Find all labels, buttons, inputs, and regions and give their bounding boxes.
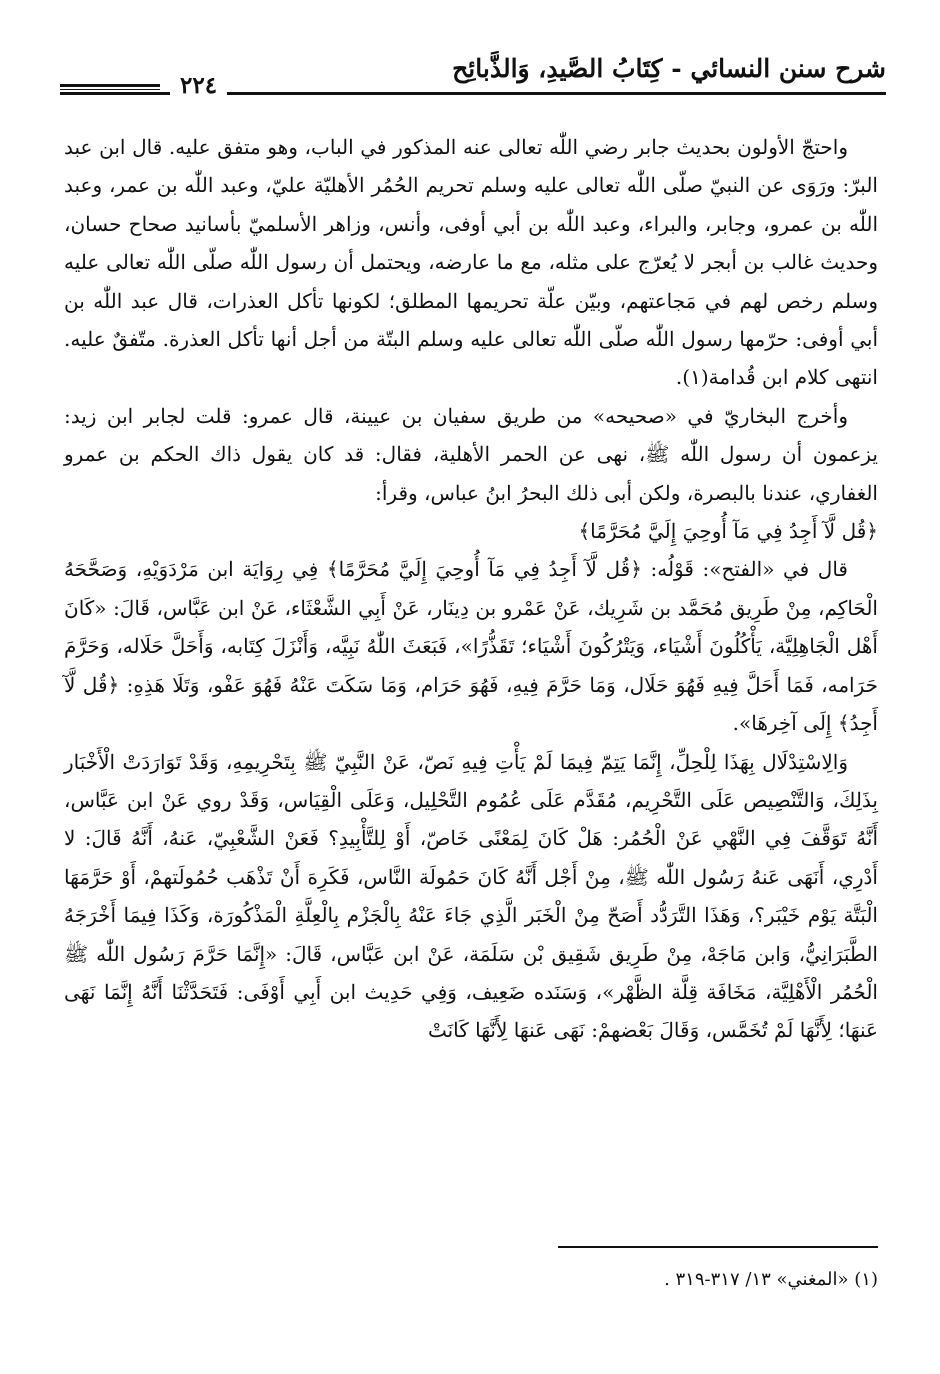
running-title: شرح سنن النسائي - كِتَابُ الصَّيدِ، وَالذَّبائِح	[452, 54, 886, 83]
paragraph: وأخرج البخاريّ في «صحيحه» من طريق سفيان بن عيينة، قال عمرو: قلت لجابر ابن زيد: يزعمون أن رسول اللّٰه ﷺ، نهى عن الحمر الأهلية، فقال: قد كان يقول ذاك الحكم بن عمرو الغفاري، عندنا بالبصرة، ولكن أبى ذلك البحرُ ابنُ عباس، وقرأ:	[64, 403, 878, 505]
paragraph: واحتجّ الأولون بحديث جابر رضي اللّٰه تعالى عنه المذكور في الباب، وهو متفق عليه. قال ابن عبد البرّ: ورَوَى عن النبيّ صلّى اللّٰه تعالى عليه وسلم تحريم الحُمُر الأهليّة عليّ، وعبد اللّٰه بن عمر، وعبد اللّٰه بن عمرو، وجابر، والبراء، وعبد اللّٰه بن أبي أوفى، وأنس، وزاهر الأسلميّ بأسانيد صحاح حسان، وحديث غالب بن أبجر لا يُعرّج على مثله، مع ما عارضه، ويحتمل أن رسول اللّٰه صلّى اللّٰه تعالى عليه وسلم رخص لهم في مَجاعتهم، وبيّن علّة تحريمها المطلق؛ لكونها تأكل العذرات، قال عبد اللّٰه بن أبي أوفى: حرّمها رسول اللّٰه صلّى اللّٰه تعالى عليه وسلم البتّة من أجل أنها تأكل العذرة. متّفقٌ عليه. انتهى كلام ابن قُدامة(١).	[64, 135, 878, 390]
header-rule-double	[60, 84, 160, 90]
page-header	[60, 48, 886, 100]
footnote-separator	[558, 1246, 878, 1248]
paragraph: وَالِاسْتِدْلَال بِهَذَا لِلْحِلِّ، إِنَّمَا يَتِمّ فِيمَا لَمْ يَأْتِ فِيهِ نَصّ، عَنْ النَّبِيّ ﷺ بِتَحْرِيمِهِ، وَقَدْ تَوَارَدَتْ الْأَخْبَار بِذَلِكَ، وَالتَّنْصِيص عَلَى التَّحْرِيم، مُقَدَّم عَلَى عُمُوم التَّحْلِيل، وَعَلَى الْقِيَاس، وَقَدْ روي عَنْ ابن عَبَّاس، أَنَّهُ تَوَقَّفَ فِي النَّهْي عَنْ الْحُمُر: هَلْ كَانَ لِمَعْنًى خَاصّ، أَوْ لِلتَّأْبِيدِ؟ فَعَنْ الشَّعْبِيّ، عَنهُ، أَنَّهُ قَالَ: لا أَدْرِي، أَنَهَى عَنهُ رَسُول اللّٰه ﷺ، مِنْ أَجْل أَنَّهُ كَانَ حَمُولَة النَّاس، فَكَرِهَ أَنْ تَذْهَب حُمُولَتهمْ، أَوْ حَرَّمَهَا الْبَتَّة يَوْم خَيْبَر؟، وَهَذَا التَّرَدُّد أَصَحّ مِنْ الْخَبَر الَّذِي جَاءَ عَنْهُ بِالْجَزْم بِالْعِلَّةِ الْمَذْكُورَة، وَكَذَا فِيمَا أَخْرَجَهُ الطَّبَرَانِيُّ، وَابن مَاجَهْ، مِنْ طَرِيق شَقِيق بْن سَلَمَة، عَنْ ابن عَبَّاس، قَالَ: «إِنَّمَا حَرَّمَ رَسُول اللّٰه ﷺ الْحُمُر الْأَهْلِيَّة، مَخَافَة قِلَّة الظَّهْر»، وَسَنَده ضَعِيف، وَفِي حَدِيث ابن أَبِي أَوْفَى: فَتَحَدَّثْنَا أَنَّهُ إِنَّمَا نَهَى عَنهَا؛ لِأَنَّهَا لَمْ تُخَمَّس، وَقَالَ بَعْضهمْ: نَهَى عَنهَا لِأَنَّهَا كَانَتْ	[64, 749, 878, 1043]
page-number: ٢٢٤	[170, 72, 227, 99]
paragraph: قال في «الفتح»: قَوْلُه: ﴿قُل لَّآ أَجِدُ فِي مَآ أُوحِيَ إِلَيَّ مُحَرَّمًا﴾ فِي رِوَايَة ابن مَرْدَوَيْهِ، وَصَحَّحَهُ الْحَاكِم، مِنْ طَرِيق مُحَمَّد بن شَرِيك، عَنْ عَمْرو بن دِينَار، عَنْ أَبِي الشَّعْثَاء، عَنْ ابن عَبَّاس، قَالَ: «كَانَ أَهْل الْجَاهِلِيَّة، يَأْكُلُونَ أَشْيَاء، وَيَتْرُكُونَ أَشْيَاء؛ تَقَذُّرًا»، فَبَعَثَ اللّٰهُ نَبِيَّه، وَأَنْزَلَ كِتَابه، وَأَحَلَّ حَلَاله، وَحَرَّمَ حَرَامه، فَمَا أَحَلَّ فِيهِ فَهُوَ حَلَال، وَمَا حَرَّمَ فِيهِ، فَهُوَ حَرَام، وَمَا سَكَتَ عَنْهُ فَهُوَ عَفْو، وَتَلَا هَذِهِ: ﴿قُل لَّآ أَجِدُ﴾ إِلَى آخِرهَا».	[64, 557, 878, 736]
main-text	[64, 128, 878, 1050]
quran-verse: ﴿قُل لَّآ أَجِدُ فِي مَآ أُوحِيَ إِلَيَّ مُحَرَّمًا﴾	[578, 519, 878, 544]
footnote: (١) «المغني» ١٣/ ٣١٧-٣١٩ .	[664, 1269, 878, 1290]
